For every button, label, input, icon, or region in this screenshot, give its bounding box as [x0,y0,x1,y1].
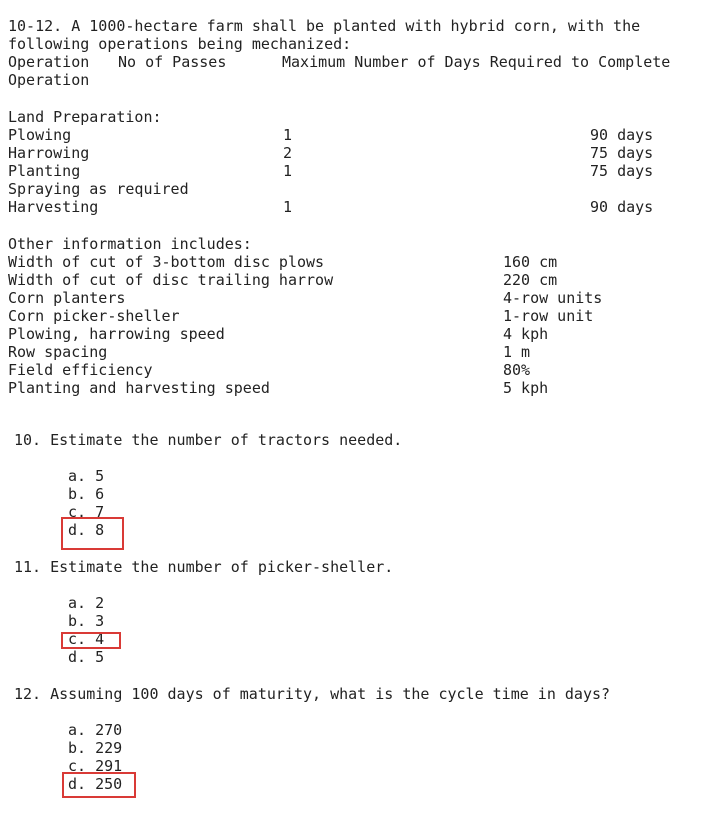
question-11-choice-c: c. 4 [68,630,105,648]
operation-passes: 1 [283,162,293,180]
info-name: Width of cut of disc trailing harrow [8,271,334,289]
section-label-other-info: Other information includes: [8,235,252,253]
info-name: Plowing, harrowing speed [8,325,225,343]
operation-name: Planting [8,162,81,180]
table-row [8,162,708,180]
info-name: Corn picker-sheller [8,307,180,325]
question-12-choice-c: c. 291 [68,757,123,775]
operation-name: Plowing [8,126,72,144]
operation-days: 75 days [590,162,654,180]
info-name: Planting and harvesting speed [8,379,270,397]
operation-name: Spraying as required [8,180,189,198]
info-row [8,343,708,361]
info-value: 160 cm [503,253,558,271]
operation-passes: 1 [283,126,293,144]
info-row [8,379,708,397]
answer-highlight-box [62,772,136,798]
operation-name: Harvesting [8,198,99,216]
table-header-row [8,53,708,71]
operation-days: 90 days [590,126,654,144]
column-header-days: Maximum Number of Days Required to Complete [282,53,671,71]
question-10-choice-d: d. 8 [68,521,105,539]
info-row [8,361,708,379]
info-name: Field efficiency [8,361,153,379]
info-value: 220 cm [503,271,558,289]
table-row [8,126,708,144]
info-value: 4-row units [503,289,603,307]
table-row [8,198,708,216]
info-row [8,325,708,343]
question-11-choice-d: d. 5 [68,648,105,666]
table-row [8,144,708,162]
info-name: Width of cut of 3-bottom disc plows [8,253,325,271]
info-name: Corn planters [8,289,126,307]
question-11-choice-b: b. 3 [68,612,105,630]
operation-passes: 1 [283,198,293,216]
info-value: 5 kph [503,379,549,397]
question-12-choice-d: d. 250 [68,775,123,793]
operation-passes: 2 [283,144,293,162]
info-row [8,271,708,289]
info-value: 1-row unit [503,307,594,325]
question-12-text: 12. Assuming 100 days of maturity, what is the cycle time in days? [14,685,611,703]
answer-highlight-box [61,632,121,649]
info-value: 1 m [503,343,531,361]
info-name: Row spacing [8,343,108,361]
question-11-choice-a: a. 2 [68,594,105,612]
info-value: 80% [503,361,531,379]
info-row [8,253,708,271]
operation-days: 90 days [590,198,654,216]
problem-intro-line-2: following operations being mechanized: [8,35,352,53]
table-row [8,180,708,198]
question-10-choice-c: c. 7 [68,503,105,521]
info-row [8,289,708,307]
question-12-choice-a: a. 270 [68,721,123,739]
question-10-choice-a: a. 5 [68,467,105,485]
answer-highlight-box [61,517,124,550]
operation-name: Harrowing [8,144,90,162]
question-11-text: 11. Estimate the number of picker-sheller. [14,558,394,576]
info-row [8,307,708,325]
section-label-land-preparation: Land Preparation: [8,108,162,126]
problem-intro-line-1: 10-12. A 1000-hectare farm shall be planted with hybrid corn, with the [8,17,641,35]
column-header-passes: No of Passes [118,53,227,71]
column-header-operation: Operation [8,53,90,71]
question-10-text: 10. Estimate the number of tractors needed. [14,431,403,449]
question-12-choice-b: b. 229 [68,739,123,757]
info-value: 4 kph [503,325,549,343]
operation-days: 75 days [590,144,654,162]
question-10-choice-b: b. 6 [68,485,105,503]
column-header-operation-wrap: Operation [8,71,90,89]
